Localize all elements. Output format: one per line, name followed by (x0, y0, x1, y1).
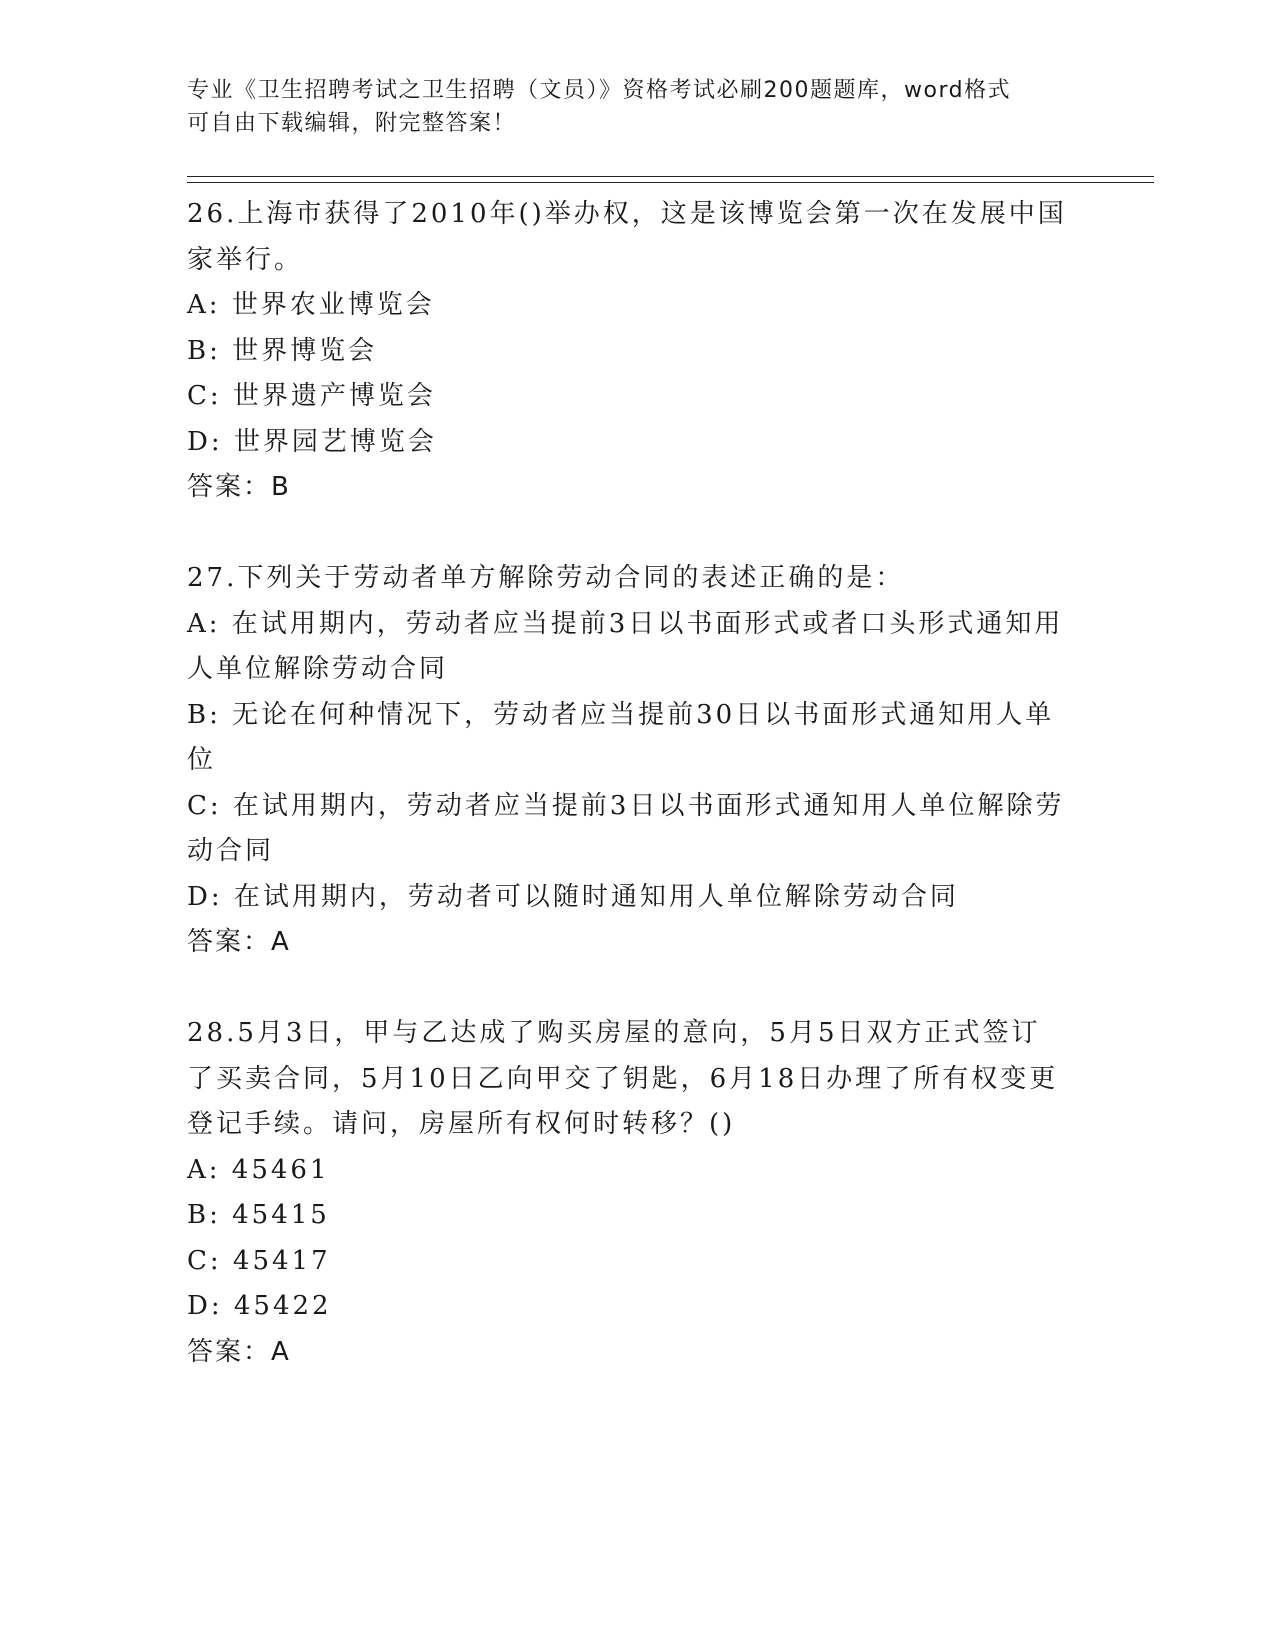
option-b: B: 世界博览会 (187, 335, 378, 366)
option-d: D: 世界园艺博览会 (187, 426, 437, 457)
question-list (187, 192, 1087, 1375)
question-27 (187, 556, 1087, 966)
header-line-1: 专业《卫生招聘考试之卫生招聘（文员）》资格考试必刷200题题库，word格式 (187, 78, 1012, 103)
option-a: A: 45461 (187, 1154, 330, 1185)
question-stem-line: 登记手续。请问，房屋所有权何时转移？() (187, 1109, 736, 1139)
document-header (187, 74, 1087, 140)
option-c: C: 世界遗产博览会 (187, 381, 436, 411)
question-stem-line: 27.下列关于劳动者单方解除劳动合同的表述正确的是： (187, 563, 905, 593)
option-c: C: 在试用期内，劳动者应当提前3日以书面形式通知用人单位解除劳 (187, 790, 1065, 821)
question-stem-line: 28.5月3日，甲与乙达成了购买房屋的意向，5月5日双方正式签订 (187, 1018, 1041, 1048)
question-stem-line: 26.上海市获得了2010年()举办权，这是该博览会第一次在发展中国 (187, 199, 1067, 229)
option-b: B: 无论在何种情况下，劳动者应当提前30日以书面形式通知用人单 (187, 699, 1055, 730)
question-stem-line: 了买卖合同，5月10日乙向甲交了钥匙，6月18日办理了所有权变更 (187, 1063, 1059, 1094)
option-c: C: 45417 (187, 1245, 331, 1276)
answer-label: 答案：A (187, 927, 291, 957)
option-d: D: 45422 (187, 1291, 332, 1321)
question-28 (187, 1011, 1087, 1375)
header-divider-bottom (187, 182, 1154, 183)
option-a: A: 在试用期内，劳动者应当提前3日以书面形式或者口头形式通知用 (187, 608, 1064, 639)
option-b: B: 45415 (187, 1200, 330, 1230)
answer-label: 答案：A (187, 1336, 291, 1367)
header-line-2: 可自由下载编辑，附完整答案！ (187, 111, 517, 136)
option-b-continued: 位 (187, 745, 217, 775)
option-c-continued: 动合同 (187, 836, 275, 866)
question-spacer (187, 966, 1087, 1012)
question-26 (187, 192, 1087, 511)
header-divider-top (187, 176, 1154, 177)
option-a: A: 世界农业博览会 (187, 290, 435, 320)
option-a-continued: 人单位解除劳动合同 (187, 654, 449, 684)
answer-label: 答案：B (187, 472, 291, 502)
question-spacer (187, 511, 1087, 557)
option-d: D: 在试用期内，劳动者可以随时通知用人单位解除劳动合同 (187, 881, 959, 912)
question-stem-line: 家举行。 (187, 244, 304, 275)
